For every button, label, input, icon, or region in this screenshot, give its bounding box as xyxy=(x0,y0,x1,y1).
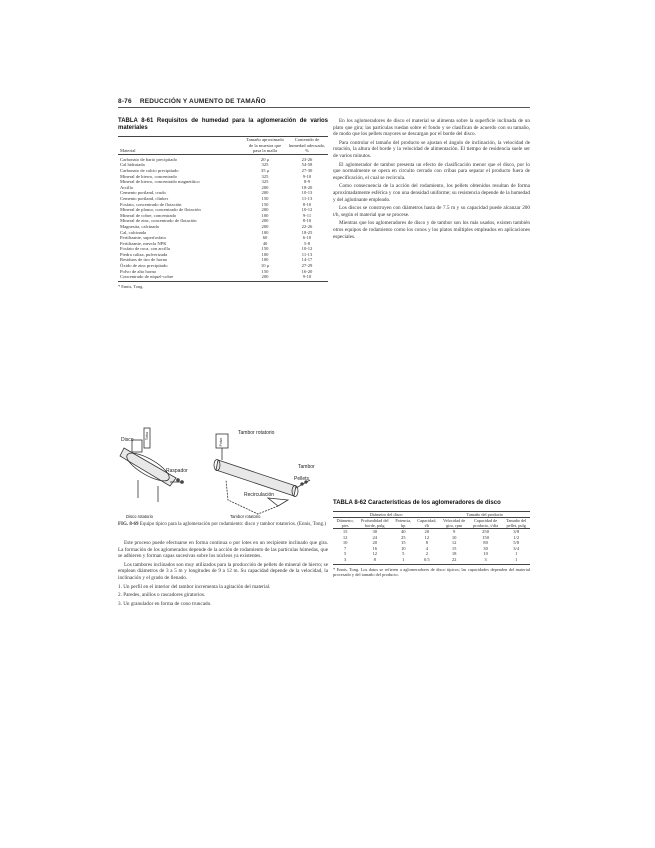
table1-moisture-cell: 8-10 xyxy=(302,218,312,224)
running-header xyxy=(118,98,266,105)
right-paragraph: Los discos se construyen con diámetros hasta de 7.5 m y su capacidad puede alcanzar 200 t/h, según el material que se procese. xyxy=(333,205,530,218)
table2-cell: 7 xyxy=(343,545,347,551)
left-list-item: 3. Un granulador en forma de cono truncado. xyxy=(118,600,212,607)
table2-cell: 9 xyxy=(452,529,456,534)
table2-cell: 10 xyxy=(483,551,488,557)
label-disco: Disco xyxy=(121,437,134,443)
figure-8-69 xyxy=(118,420,328,520)
table1-size-cell: 200 xyxy=(261,274,269,280)
table1-moisture-cell: 9-11 xyxy=(302,212,312,218)
table1-moisture-cell: 10-12 xyxy=(301,207,313,213)
table1-size-cell: 150 xyxy=(261,246,269,252)
table1-material-cell: Mineral de hierro, concentrado magnetítico xyxy=(120,179,200,185)
subcaption-disco: Disco rotatorio xyxy=(126,514,153,519)
table1-moisture-cell: 10-12 xyxy=(301,246,313,252)
drum-pelletizer-drawing xyxy=(214,434,310,514)
table2-cell: 18 xyxy=(451,551,457,557)
table2-cell: 30 xyxy=(483,545,488,551)
label-pellets: Pellets xyxy=(294,476,310,482)
table-8-61 xyxy=(118,118,328,289)
table1-moisture-cell: 22-26 xyxy=(301,223,313,229)
table2-cell: 5 xyxy=(402,551,405,557)
table2-cell: 25 xyxy=(400,534,406,540)
table1-material-cell: Óxido de zinc precipitado xyxy=(120,263,168,269)
table1-material-cell: Piedra caliza, pulverizada xyxy=(120,251,168,257)
table1-size-cell: 200 xyxy=(261,223,269,229)
label-tolva: Tolva xyxy=(145,431,149,441)
table1-size-cell: 200 xyxy=(261,218,269,224)
table1-body xyxy=(118,157,328,280)
table1-moisture-cell: 11-13 xyxy=(301,251,313,257)
table2-cell: 22 xyxy=(451,556,457,562)
table1-moisture-cell: 16-20 xyxy=(301,268,313,274)
left-list-item: 1. Un perfil en el interior del tambor incrementa la agitación del material. xyxy=(118,583,271,590)
table1-moisture-cell: 9-10 xyxy=(302,173,312,179)
table2-col: Tamaño del pellet, pulg xyxy=(506,518,527,528)
table1-moisture-cell: 54-58 xyxy=(301,162,313,168)
table2-col: Profundidad del borde, pulg xyxy=(361,518,389,528)
table1-moisture-cell: 11-13 xyxy=(301,195,313,201)
table1-material-cell: Mineral de cobre, concentrado xyxy=(120,212,177,218)
table1-material-cell: Mineral de hierro, concentrado xyxy=(120,173,177,179)
table1-moisture-cell: 23-26 xyxy=(301,156,313,162)
table1-material-cell: Cal, calcinada xyxy=(120,229,147,235)
header-rule xyxy=(118,107,530,108)
table1-col-size: Tamaño aproximado de la muestra que pasa la malla xyxy=(246,137,284,154)
table1-caption: TABLA 8-61 Requisitos de humedad para la aglomeración de varios materiales xyxy=(118,118,328,131)
table2-col: Capacidad, t/h xyxy=(417,518,437,528)
table1-col-material: Material xyxy=(120,148,136,154)
table1-size-cell: 325 xyxy=(261,173,269,179)
table1-material-cell: Mineral de zinc, concentrado de flotación xyxy=(120,218,197,224)
table2-note: * Ennis, Tong. Los datos se refieren a aglomeradores de disco típicos; las capacidades dependen del material procesado y del tamaño del producto. xyxy=(333,566,530,577)
label-recirculacion: Recirculación xyxy=(244,492,275,498)
table1-material-cell: Residuos de tiro de horno xyxy=(120,257,168,263)
table1-moisture-cell: 5-8 xyxy=(303,240,311,246)
table1-moisture-cell: 6-10 xyxy=(302,235,312,241)
table1-size-cell: 325 xyxy=(261,179,269,185)
table1-size-cell: 100 xyxy=(261,229,269,235)
table-8-62 xyxy=(333,500,530,577)
table1-moisture-cell: 8-10 xyxy=(302,201,312,207)
table1-material-cell: Fertilizante, superfosfato xyxy=(120,235,166,241)
table1-moisture-cell: 8-9 xyxy=(303,179,311,185)
table1-material-cell: Fosfato de roca, con arcilla xyxy=(120,246,170,252)
table1-size-cell: 325 xyxy=(261,162,269,168)
table1-moisture-cell: 10-13 xyxy=(301,190,313,196)
table1-size-cell: 35 μ xyxy=(260,167,270,173)
table1-size-cell: 200 xyxy=(261,184,269,190)
table2-cell: 1 xyxy=(515,556,518,562)
table2-cell: 3/8 xyxy=(513,529,520,534)
page-number: 8-76 xyxy=(118,98,132,105)
table2-cell: 24 xyxy=(372,534,378,540)
table2-cell: 20 xyxy=(372,540,378,546)
left-body-text xyxy=(118,540,328,609)
table2-cell: 3 xyxy=(343,556,347,562)
table2-col: Diámetro, pies xyxy=(336,518,354,528)
table1-size-cell: 100 xyxy=(261,257,269,263)
table1-material-cell: Concentrado de níquel-cobre xyxy=(120,274,174,280)
table1-size-cell: 60 xyxy=(262,235,268,241)
left-paragraph: Este proceso puede efectuarse en forma continua o por lotes en un recipiente inclinado que gira. La formación de los aglomerados depende de la acción de rodamiento de las partículas húmedas, que se adhieren y forman capas sucesivas sobre los núcleos ya existentes. xyxy=(118,540,328,560)
right-paragraph: Como consecuencia de la acción del rodamiento, los pellets obtenidos resultan de forma aproximadamente esférica y con una densidad uniforme; su resistencia depende de la humedad y del aglutinante empleado. xyxy=(333,183,530,203)
table1-row xyxy=(118,274,328,280)
table1-size-cell: 200 xyxy=(261,207,269,213)
figure-caption xyxy=(118,522,328,528)
table2-cell: 8 xyxy=(373,556,376,562)
table1-size-cell: 150 xyxy=(261,195,269,201)
table2-cell: 2 xyxy=(425,551,428,557)
table2-cell: 3/4 xyxy=(513,545,520,551)
table2-cell: 30 xyxy=(372,529,378,534)
figure-caption-label: FIG. 8-69 xyxy=(118,522,139,527)
table1-material-cell: Polvo de alto horno xyxy=(120,268,157,274)
table2-cell: 12 xyxy=(451,540,457,546)
table1-moisture-cell: 18-20 xyxy=(301,184,313,190)
table2-cell: 12 xyxy=(342,534,348,540)
table2-cell: 10 xyxy=(400,545,406,551)
table2-cell: 1/2 xyxy=(513,534,520,540)
table2-col: Potencia, hp xyxy=(395,518,412,528)
table2-cell: 15 xyxy=(400,540,406,546)
table2-cell: 12 xyxy=(424,534,430,540)
table2-cell: 8 xyxy=(425,540,428,546)
table2-caption: TABLA 8-62 Características de los aglomeradores de disco xyxy=(333,500,501,506)
table2-row xyxy=(333,557,530,563)
table1-material-cell: Cemento portland, crudo xyxy=(120,190,166,196)
table1-material-cell: Carbonato de bario precipitado xyxy=(120,156,178,162)
table2-cell: 12 xyxy=(372,551,378,557)
table1-material-cell: Mineral de plomo, concentrado de flotación xyxy=(120,207,201,213)
table2-col: Capacidad de producto, t/día xyxy=(473,518,499,528)
label-raspador: Raspador xyxy=(166,468,188,474)
table2-cell: 0.5 xyxy=(423,556,430,562)
right-paragraph: En los aglomeradores de disco el material se alimenta sobre la superficie inclinada de un plato que gira; las partículas ruedan sobre el fondo y se clasifican de acuerdo con su tamaño, de modo que los pellets mayores se descargan por el borde del disco. xyxy=(333,118,530,138)
table2-col: Velocidad de giro, rpm xyxy=(442,518,466,528)
table2-cell: 15 xyxy=(451,545,457,551)
table2-cell: 1 xyxy=(515,551,518,557)
table1-size-cell: 100 xyxy=(261,212,269,218)
table1-size-cell: 150 xyxy=(261,201,269,207)
table2-cell: 5/8 xyxy=(513,540,520,546)
right-paragraph: Para controlar el tamaño del producto se ajustan el ángulo de inclinación, la velocidad de rotación, la altura del borde y la velocidad de alimentación. El tiempo de residencia suele ser de varios minutos. xyxy=(333,139,530,159)
table1-material-cell: Fertilizante, mezcla NPK xyxy=(120,240,167,246)
right-paragraph: Mientras que los aglomeradores de disco y de tambor son los más usados, existen también otros equipos de rodamiento como los conos y los platos múltiples empleados en aplicaciones especiales. xyxy=(333,220,530,240)
table1 xyxy=(118,136,328,280)
table1-material-cell: Cal hidratada xyxy=(120,162,145,168)
running-title: REDUCCIÓN Y AUMENTO DE TAMAÑO xyxy=(139,98,266,105)
table2-cell: 150 xyxy=(482,534,490,540)
table2-cell: 1 xyxy=(402,556,405,562)
table1-footnote: * Ennis, Tong. xyxy=(118,283,144,289)
table2-cell: 3 xyxy=(484,556,487,562)
table1-moisture-cell: 18-25 xyxy=(301,229,313,235)
left-paragraph: Los tambores inclinados son muy utilizados para la producción de pellets de mineral de hierro; se emplean diámetros de 3 a 5 m y longitudes de 9 a 12 m. Su capacidad depende de la velocidad, la inclinación y el grado de llenado. xyxy=(118,561,328,581)
table1-size-cell: 100 xyxy=(261,251,269,257)
table2-cell: 20 xyxy=(424,529,430,534)
table1-size-cell: 10 μ xyxy=(260,263,270,269)
table1-material-cell: Fosfato, concentrado de flotación xyxy=(120,201,182,207)
table2-cell: 5 xyxy=(343,551,347,557)
table1-material-cell: Magnesita, calcinada xyxy=(120,223,159,229)
table2-cell: 15 xyxy=(342,529,348,534)
table1-size-cell: 40 xyxy=(262,240,268,246)
label-polvo: Polvo xyxy=(219,437,223,447)
table2 xyxy=(333,511,530,563)
table2-group-disc: Diámetro del disco xyxy=(333,512,439,518)
table1-moisture-cell: 9-10 xyxy=(302,274,312,280)
table1-size-cell: 150 xyxy=(261,268,269,274)
table2-group-product: Tamaño del producto xyxy=(439,512,530,518)
right-paragraph: El aglomerador de tambor presenta un efecto de clasificación menor que el disco, por lo que normalmente se opera en circuito cerrado con cribas para separar el producto fuera de especificación, el cual se recircula. xyxy=(333,161,530,181)
table2-body xyxy=(333,529,530,563)
table1-material-cell: Carbonato de calcio precipitado xyxy=(120,167,179,173)
table1-material-cell: Cemento portland, clinker xyxy=(120,195,169,201)
table1-size-cell: 200 xyxy=(261,190,269,196)
label-drum: Tambor xyxy=(298,464,315,470)
label-tambor-rotatorio: Tambor rotatorio xyxy=(238,430,275,436)
table1-moisture-cell: 27-30 xyxy=(301,167,313,173)
subcaption-tambor: Tambor rotatorio xyxy=(230,514,261,519)
table2-cell: 16 xyxy=(372,545,378,551)
table2-cell: 40 xyxy=(400,529,406,534)
table2-cell: 10 xyxy=(342,540,348,546)
table1-moisture-cell: 27-29 xyxy=(301,263,313,269)
right-body-text xyxy=(333,118,530,242)
table1-material-cell: Arcilla xyxy=(120,184,133,190)
table2-cell: 250 xyxy=(482,529,490,534)
table1-size-cell: 20 μ xyxy=(260,156,270,162)
table2-cell: 80 xyxy=(483,540,488,546)
table2-cell: 10 xyxy=(451,534,457,540)
left-list-item: 2. Paredes, anillos o rascadores giratorios. xyxy=(118,592,206,599)
table2-cell: 4 xyxy=(425,545,428,551)
table1-moisture-cell: 14-17 xyxy=(301,257,313,263)
figure-caption-text: Equipo típico para la aglomeración por rodamiento: disco y tambor rotatorios. (Ennis, Tong.) xyxy=(139,522,326,527)
table1-col-moisture: Contenido de humedad adecuado, % xyxy=(288,137,326,154)
